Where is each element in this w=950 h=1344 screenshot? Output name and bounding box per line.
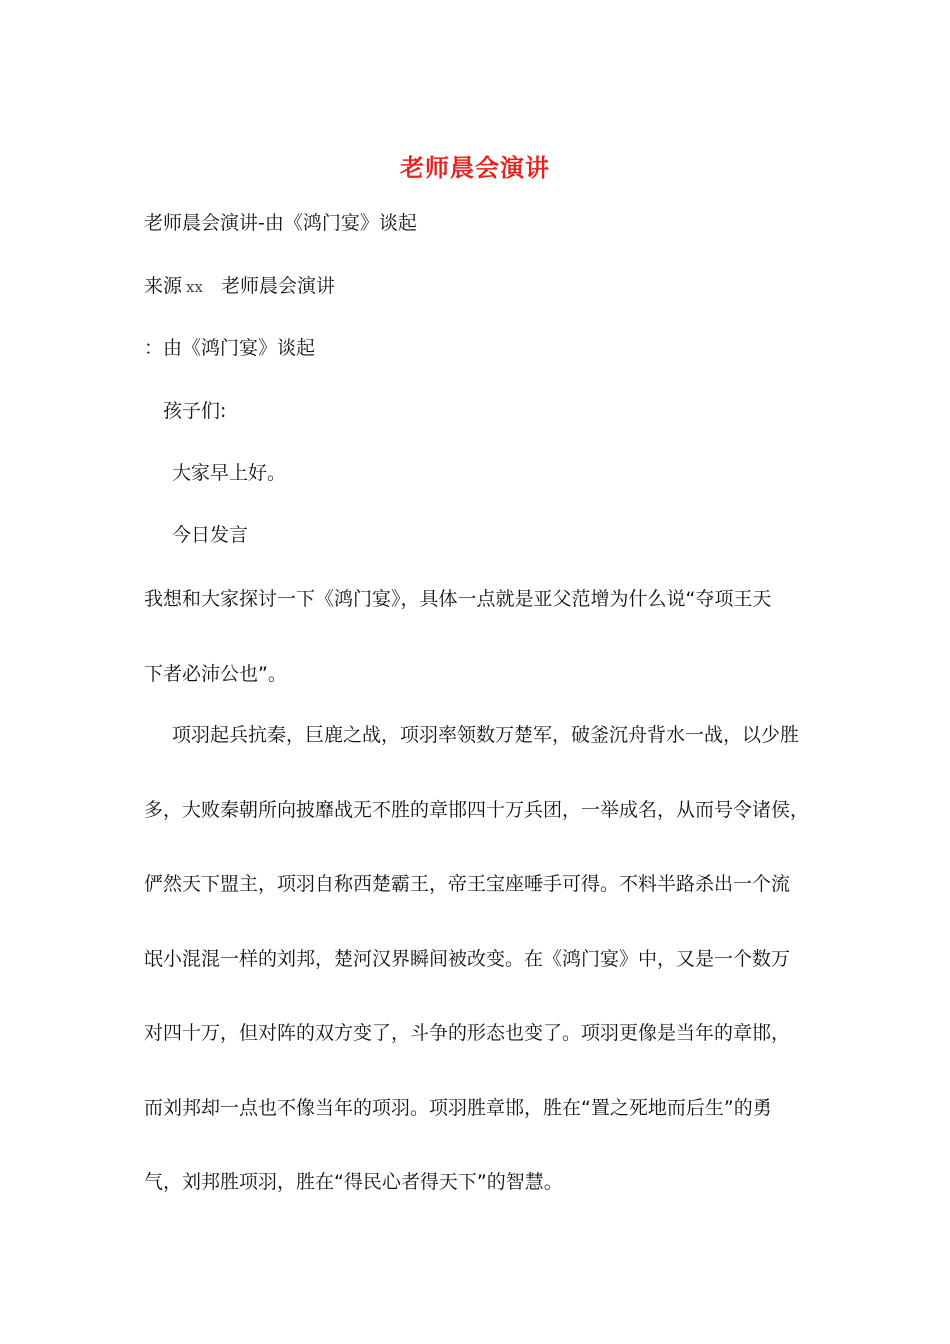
source-title: 老师晨会演讲	[220, 275, 335, 297]
source-prefix: 来源	[144, 275, 183, 297]
source-line	[144, 273, 335, 300]
paragraph-line: 多，大败秦朝所向披靡战无不胜的章邯四十万兵团，一举成名，从而号令诸侯，	[144, 798, 810, 821]
paragraph-1	[144, 586, 814, 735]
paragraph-line: 对四十万，但对阵的双方变了，斗争的形态也变了。项羽更像是当年的章邯，	[144, 1022, 791, 1044]
paragraph-2	[144, 722, 814, 1244]
today-line: 今日发言	[172, 524, 249, 546]
paragraph-line: 而刘邦却一点也不像当年的项羽。项羽胜章邯，胜在“置之死地而后生”的勇	[144, 1096, 772, 1119]
paragraph-line: 气，刘邦胜项羽，胜在“得民心者得天下”的智慧。	[144, 1171, 563, 1193]
paragraph-line: 氓小混混一样的刘邦，楚河汉界瞬间被改变。在《鸿门宴》中，又是一个数万	[144, 947, 791, 970]
paragraph-line: 项羽起兵抗秦，巨鹿之战，项羽率领数万楚军，破釜沉舟背水一战，以少胜	[172, 724, 800, 746]
subtitle-line: 老师晨会演讲-由《鸿门宴》谈起	[144, 212, 417, 234]
paragraph-line: 我想和大家探讨一下《鸿门宴》，具体一点就是亚父范增为什么说“夺项王天	[144, 588, 772, 610]
topic-line: ：由《鸿门宴》谈起	[144, 337, 316, 359]
paragraph-line: 下者必沛公也”。	[144, 662, 287, 685]
source-tag: xx	[186, 278, 203, 296]
paragraph-line: 俨然天下盟主，项羽自称西楚霸王，帝王宝座唾手可得。不料半路杀出一个流	[144, 873, 791, 895]
greeting-line: 孩子们:	[163, 400, 227, 422]
morning-line: 大家早上好。	[172, 462, 287, 484]
document-title: 老师晨会演讲	[400, 153, 550, 182]
